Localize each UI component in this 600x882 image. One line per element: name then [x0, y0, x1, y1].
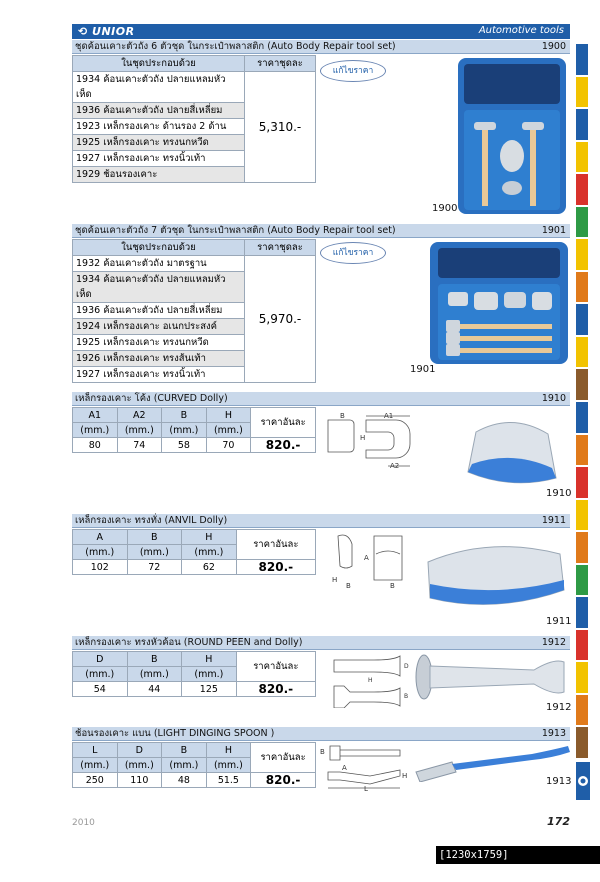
anvil-dolly-image	[420, 532, 570, 614]
side-color-tab	[576, 597, 588, 628]
col-header-price: ราคาอันละ	[236, 530, 315, 560]
unit-price: 820.-	[236, 682, 315, 697]
spec-table-1912	[72, 651, 316, 697]
table-row: 1932 ค้อนเคาะตัวถัง มาตรฐาน	[73, 256, 245, 272]
side-color-tab	[576, 435, 588, 466]
table-row: 1927 เหล็กรองเคาะ ทรงนิ้วเท้า	[73, 367, 245, 383]
unit-price: 820.-	[236, 560, 315, 575]
dim-label: D	[404, 663, 409, 670]
catalog-header-bar	[72, 24, 570, 39]
col-header-price: ราคาชุดละ	[245, 240, 316, 256]
set-price: 5,970.-	[245, 256, 316, 383]
spec-value: 80	[73, 438, 118, 453]
side-color-tab	[576, 662, 588, 693]
table-row: 1925 เหล็กรองเคาะ ทรงนกหวีด	[73, 135, 245, 151]
col-header-l: L	[73, 743, 118, 758]
set-price: 5,310.-	[245, 72, 316, 183]
table-row: 1936 ค้อนเคาะตัวถัง ปลายสี่เหลี่ยม	[73, 103, 245, 119]
side-color-tab	[576, 207, 588, 238]
side-color-tab	[576, 142, 588, 173]
brand-logo: ⟲ UNIOR	[78, 25, 135, 38]
col-header-a: A	[73, 530, 128, 545]
tool-case-image-1900	[456, 56, 568, 218]
spec-table-1911	[72, 529, 316, 575]
dim-label: B	[404, 693, 409, 700]
side-color-tab	[576, 467, 588, 498]
unit-price: 820.-	[251, 438, 316, 453]
price-revision-badge: แก้ไขราคา	[320, 242, 386, 264]
side-gear-icon	[576, 762, 590, 800]
table-row: 1934 ค้อนเคาะตัวถัง ปลายแหลมหัวเห็ด	[73, 272, 245, 303]
dim-label: A2	[390, 462, 400, 470]
col-header-d: D	[73, 652, 128, 667]
col-header-price: ราคาชุดละ	[245, 56, 316, 72]
col-header-price: ราคาอันละ	[251, 408, 316, 438]
set-table-1901	[72, 239, 316, 383]
section-header-1901	[72, 224, 570, 238]
side-color-tab	[576, 77, 588, 108]
section-code: 1901	[541, 225, 566, 236]
dim-label: B	[346, 582, 351, 590]
spec-value: 48	[162, 773, 207, 788]
col-header-contents: ในชุดประกอบด้วย	[73, 240, 245, 256]
col-header-contents: ในชุดประกอบด้วย	[73, 56, 245, 72]
spec-value: 62	[182, 560, 237, 575]
round-peen-dolly-image	[414, 652, 570, 702]
side-color-tab	[576, 402, 588, 433]
section-title: ชุดค้อนเคาะตัวถัง 7 ตัวชุด ในกระเป๋าพลาสติก (Auto Body Repair tool set)	[75, 225, 396, 236]
spec-value: 54	[73, 682, 128, 697]
image-caption-1901: 1901	[410, 364, 436, 375]
unit-label: (mm.)	[162, 758, 207, 773]
side-color-tab	[576, 727, 588, 758]
side-color-tab	[576, 272, 588, 303]
table-row: 1936 ค้อนเคาะตัวถัง ปลายสี่เหลี่ยม	[73, 303, 245, 319]
spec-value: 102	[73, 560, 128, 575]
image-caption-1900: 1900	[432, 203, 458, 214]
spec-value: 250	[73, 773, 118, 788]
side-color-tab	[576, 44, 588, 75]
side-color-tab	[576, 500, 588, 531]
dim-label: B	[340, 412, 345, 420]
section-header-1900	[72, 40, 570, 54]
section-code: 1900	[541, 41, 566, 52]
table-row: 1925 เหล็กรองเคาะ ทรงนกหวีด	[73, 335, 245, 351]
side-color-tab	[576, 109, 588, 140]
dim-label: A	[364, 554, 369, 562]
col-header-b: B	[162, 743, 207, 758]
unit-label: (mm.)	[182, 667, 237, 682]
spec-value: 70	[206, 438, 251, 453]
dimension-diagram-1910	[322, 410, 418, 472]
side-color-tab	[576, 695, 588, 726]
side-color-tab	[576, 239, 588, 270]
unit-label: (mm.)	[206, 758, 251, 773]
dimension-diagram-1911	[330, 530, 414, 590]
section-title: ช้อนรองเคาะ แบน (LIGHT DINGING SPOON )	[75, 728, 275, 739]
price-revision-badge: แก้ไขราคา	[320, 60, 386, 82]
dim-label: H	[368, 677, 373, 684]
dim-label: A1	[384, 412, 394, 420]
table-row: 1923 เหล็กรองเคาะ ด้านรอง 2 ด้าน	[73, 119, 245, 135]
image-host-watermark: [1230x1759] http://upic.me/	[436, 846, 600, 864]
dim-label: H	[402, 772, 408, 780]
col-header-a2: A2	[117, 408, 162, 423]
col-header-h: H	[206, 408, 251, 423]
side-color-tab	[576, 304, 588, 335]
dim-label: A	[342, 764, 347, 772]
image-caption-1910: 1910	[546, 488, 572, 499]
col-header-h: H	[206, 743, 251, 758]
unit-label: (mm.)	[73, 545, 128, 560]
section-title: เหล็กรองเคาะ ทรงทั่ง (ANVIL Dolly)	[75, 515, 228, 526]
unit-label: (mm.)	[117, 758, 162, 773]
spec-table-1910	[72, 407, 316, 453]
section-header-1911	[72, 514, 570, 528]
unit-label: (mm.)	[162, 423, 207, 438]
spec-value: 72	[127, 560, 182, 575]
col-header-b: B	[127, 530, 182, 545]
spec-value: 51.5	[206, 773, 251, 788]
brand-name: UNIOR	[92, 25, 135, 38]
spec-value: 58	[162, 438, 207, 453]
dim-label: B	[390, 582, 395, 590]
side-color-tab	[576, 337, 588, 368]
unit-label: (mm.)	[182, 545, 237, 560]
tool-case-image-1901	[428, 240, 570, 366]
col-header-h: H	[182, 652, 237, 667]
spec-value: 125	[182, 682, 237, 697]
dim-label: H	[332, 576, 338, 584]
section-title: ชุดค้อนเคาะตัวถัง 6 ตัวชุด ในกระเป๋าพลาสติก (Auto Body Repair tool set)	[75, 41, 396, 52]
side-color-tab	[576, 369, 588, 400]
section-header-1910	[72, 392, 570, 406]
dim-label: L	[364, 785, 368, 792]
section-code: 1912	[541, 637, 566, 648]
unit-price: 820.-	[251, 773, 316, 788]
section-header-1912	[72, 636, 570, 650]
footer-year: 2010	[72, 818, 95, 828]
page-number: 172	[547, 815, 570, 828]
side-color-tab	[576, 532, 588, 563]
section-code: 1913	[541, 728, 566, 739]
side-color-tab	[576, 565, 588, 596]
table-row: 1934 ค้อนเคาะตัวถัง ปลายแหลมหัวเห็ด	[73, 72, 245, 103]
section-code: 1910	[541, 393, 566, 404]
dimension-diagram-1913	[318, 742, 410, 792]
image-caption-1912: 1912	[546, 702, 572, 713]
category-label: Automotive tools	[478, 25, 564, 36]
dim-label: H	[360, 434, 366, 442]
spec-value: 74	[117, 438, 162, 453]
dim-label: B	[320, 748, 325, 756]
section-title: เหล็กรองเคาะ ทรงหัวค้อน (ROUND PEEN and Dolly)	[75, 637, 303, 648]
unit-label: (mm.)	[127, 667, 182, 682]
table-row: 1929 ช้อนรองเคาะ	[73, 167, 245, 183]
col-header-d: D	[117, 743, 162, 758]
unit-label: (mm.)	[127, 545, 182, 560]
image-caption-1913: 1913	[546, 776, 572, 787]
dimension-diagram-1912	[328, 652, 414, 708]
section-code: 1911	[541, 515, 566, 526]
table-row: 1924 เหล็กรองเคาะ อเนกประสงค์	[73, 319, 245, 335]
spec-value: 110	[117, 773, 162, 788]
section-title: เหล็กรองเคาะ โค้ง (CURVED Dolly)	[75, 393, 228, 404]
unit-label: (mm.)	[73, 667, 128, 682]
unit-label: (mm.)	[73, 758, 118, 773]
col-header-a1: A1	[73, 408, 118, 423]
table-row: 1927 เหล็กรองเคาะ ทรงนิ้วเท้า	[73, 151, 245, 167]
section-header-1913	[72, 727, 570, 741]
col-header-price: ราคาอันละ	[236, 652, 315, 682]
col-header-price: ราคาอันละ	[251, 743, 316, 773]
image-caption-1911: 1911	[546, 616, 572, 627]
col-header-h: H	[182, 530, 237, 545]
unit-label: (mm.)	[206, 423, 251, 438]
spec-value: 44	[127, 682, 182, 697]
col-header-b: B	[162, 408, 207, 423]
spec-table-1913	[72, 742, 316, 788]
col-header-b: B	[127, 652, 182, 667]
table-row: 1926 เหล็กรองเคาะ ทรงส้นเท้า	[73, 351, 245, 367]
unit-label: (mm.)	[73, 423, 118, 438]
unit-label: (mm.)	[117, 423, 162, 438]
side-color-tab	[576, 174, 588, 205]
side-color-tab	[576, 630, 588, 661]
set-table-1900	[72, 55, 316, 183]
curved-dolly-image	[456, 412, 568, 490]
